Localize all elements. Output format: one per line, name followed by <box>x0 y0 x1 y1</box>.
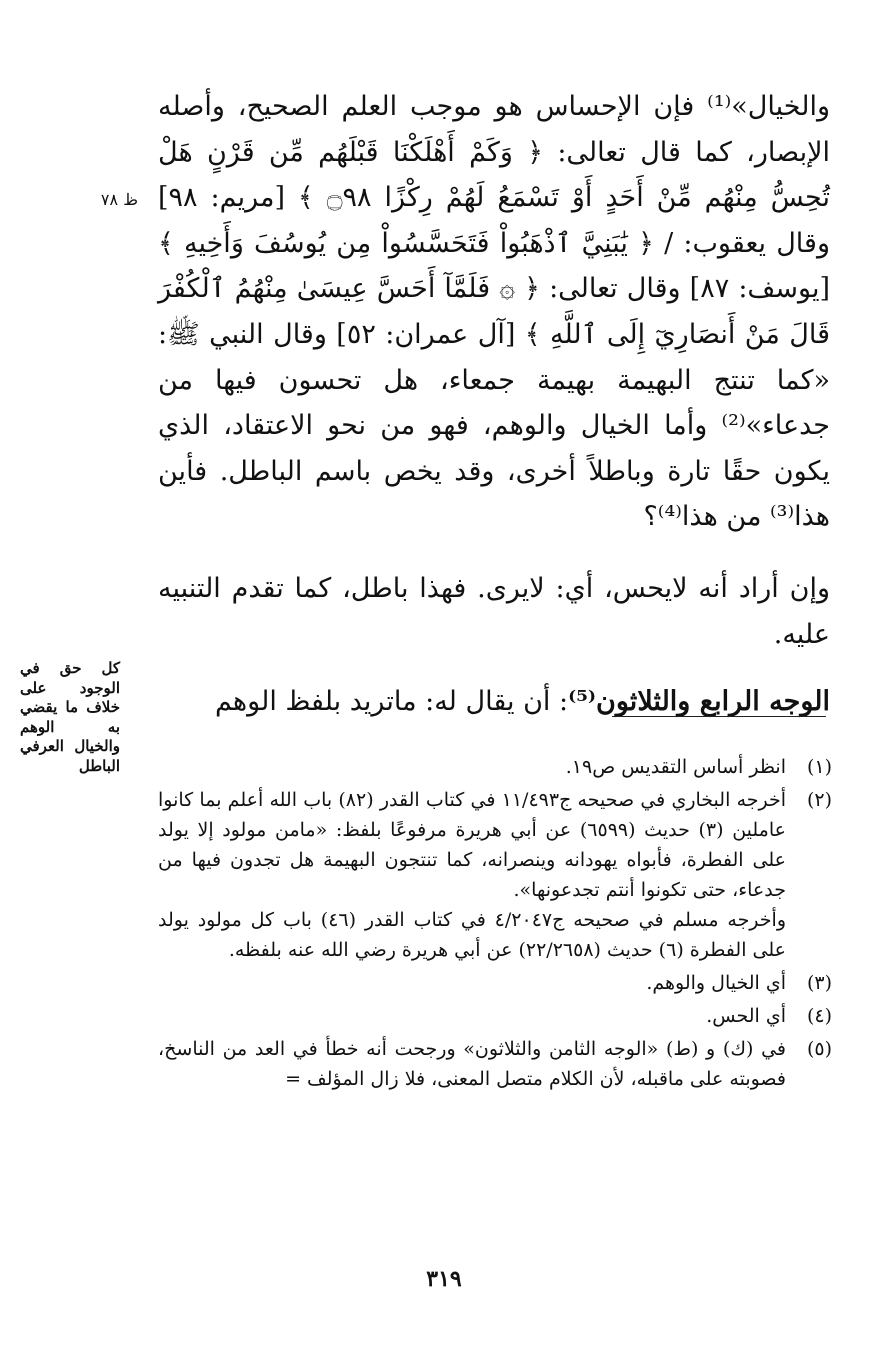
section-heading: الوجه الرابع والثلاثون⁽⁵⁾ <box>568 686 830 718</box>
footnote-body <box>158 752 786 782</box>
footnote-text: أخرجه البخاري في صحيحه ج١١/٤٩٣ في كتاب القدر (٨٢) باب الله أعلم بما كانوا عاملين (٣) حديث (٦٥٩٩) عن أبي هريرة مرفوعًا بلفظ: «مامن مولود إلا يولد على الفطرة، فأبواه يهودانه وينصرانه، كما تنتجون البهيمة هل تجدون فيها من جدعاء، حتى تكونوا أنتم تجدعونها». <box>158 789 787 901</box>
footnote-body <box>158 968 786 998</box>
footnote <box>158 1034 832 1094</box>
main-line: مِّنْ أَحَدٍ أَوْ تَسْمَعُ لَهُمْ رِكْزًا ۝٩٨ ﴾ [مريم: ٩٨] وقال يعقوب: / <box>158 182 830 259</box>
main-line: جمعاء، هل تحسون فيها من جدعاء»⁽²⁾ وأما الخيال والوهم، <box>158 364 830 442</box>
main-line: تعالى: ﴿ ۞ فَلَمَّآ أَحَسَّ عِيسَىٰ مِنْهُمُ ٱلْكُفْرَ قَالَ مَنْ أَنصَارِيٓ إِلَى ٱللَّهِ ﴾ <box>158 273 830 350</box>
main-line: الإبصار، كما قال تعالى: ﴿ وَكَمْ أَهْلَكْنَا قَبْلَهُم مِّن قَرْنٍ هَلْ تُحِسُّ مِنْهُم <box>158 136 830 214</box>
main-line: والخيال»⁽¹⁾ فإن الإحساس هو موجب العلم الصحيح، وأصله <box>158 91 830 122</box>
footnote-number: (٥) <box>806 1038 832 1060</box>
footnote <box>158 968 832 998</box>
footnote-body <box>158 1001 786 1031</box>
footnote-text: أي الحس. <box>706 1005 786 1027</box>
main-line: فهو من نحو الاعتقاد، الذي يكون حقًا تارة وباطلاً أخرى، وقد <box>158 410 830 487</box>
main-line: ﴿ يَٰبَنِيَّ ٱذْهَبُواْ فَتَحَسَّسُواْ مِن يُوسُفَ وَأَخِيهِ ﴾ [يوسف: ٨٧] وقال <box>158 227 831 305</box>
margin-note: كل حق في الوجود على خلاف ما يقضي به الوهم والخيال العرفي الباطل <box>20 659 120 775</box>
page-number: ٣١٩ <box>426 1266 462 1292</box>
main-paragraph-1 <box>158 84 830 540</box>
main-paragraph-2 <box>158 566 830 657</box>
footnote-number: (١) <box>806 756 832 778</box>
section-heading-continuation: : أن يقال له: ماتريد بلفظ الوهم <box>214 686 569 718</box>
section-heading-line <box>158 679 830 725</box>
footnote-body <box>158 1034 786 1094</box>
footnote-number: (٤) <box>806 1005 832 1027</box>
footnote-text: انظر أساس التقديس ص١٩. <box>565 756 786 778</box>
footnote-text: أي الخيال والوهم. <box>646 972 786 994</box>
footnote-number: (٣) <box>806 972 832 994</box>
main-line: [آل عمران: ٥٢] وقال النبي ﷺ: «كما تنتج البهيمة بهيمة <box>158 318 830 396</box>
footnote-separator <box>612 716 826 717</box>
footnote <box>158 752 832 782</box>
footnote <box>158 1001 832 1031</box>
footnote-number: (٢) <box>806 789 832 811</box>
main-text <box>158 84 830 725</box>
footnotes <box>158 752 832 1097</box>
footnote-text: في (ك) و (ط) «الوجه الثامن والثلاثون» ورجحت أنه خطأ في العد من الناسخ، فصوبته على ماقبله، لأن الكلام متصل المعنى، فلا زال المؤلف = <box>158 1038 786 1090</box>
footnote <box>158 785 832 965</box>
footnote-text: وأخرجه مسلم في صحيحه ج٤/٢٠٤٧ في كتاب القدر (٤٦) باب كل مولود يولد على الفطرة (٦) حديث (٢٢/٢٦٥٨) عن أبي هريرة رضي الله عنه بلفظه. <box>158 909 786 961</box>
main-line: وإن أراد أنه لايحس، أي: لايرى. فهذا باطل، كما تقدم <box>231 572 830 604</box>
main-line: يخص باسم الباطل. فأين هذا⁽³⁾ من هذا⁽⁴⁾؟ <box>158 455 830 533</box>
footnote-body <box>158 785 786 965</box>
manuscript-folio-reference: ظ ٧٨ <box>100 190 138 209</box>
main-line: التنبيه عليه. <box>158 572 830 650</box>
